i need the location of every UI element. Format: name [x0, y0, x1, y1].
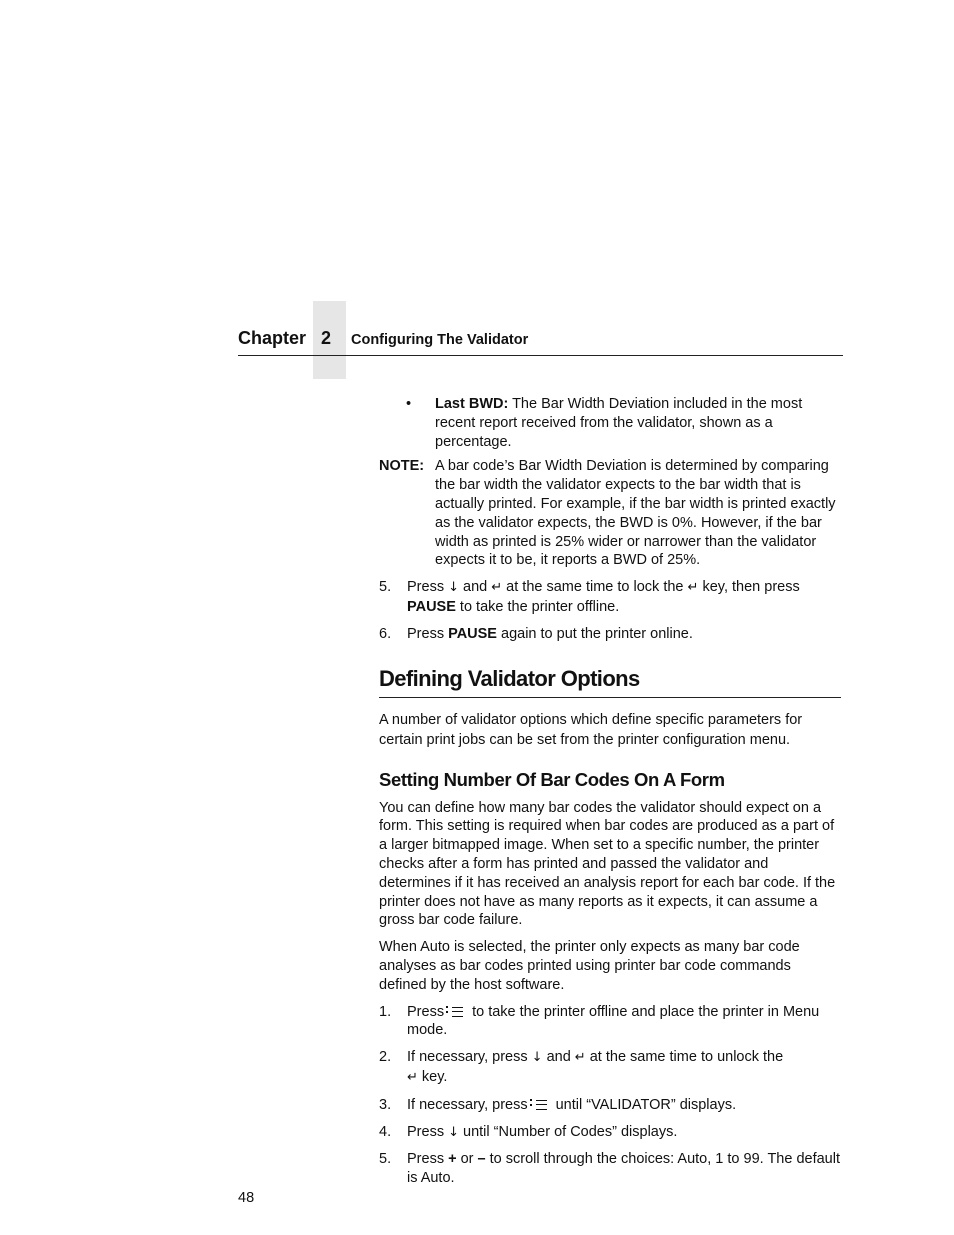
step-1-menu-mode	[379, 1003, 841, 1041]
step-3-validator	[379, 1096, 841, 1115]
bullet-term: Last BWD:	[435, 396, 509, 412]
note-block	[379, 457, 841, 570]
bullet-marker: •	[406, 396, 412, 412]
step-text: at the same time to lock the	[502, 579, 688, 596]
minus-key-label: –	[477, 1151, 486, 1168]
bullet-text: The Bar Width Deviation included in the most recent report received from the validator, shown as a percentage.	[435, 396, 803, 450]
enter-key-icon: ↵	[687, 580, 699, 596]
step-text: key, then press	[698, 579, 800, 596]
menu-key-icon	[446, 1005, 466, 1017]
step-2-unlock-key	[379, 1048, 841, 1088]
step-text: again to put the printer online.	[496, 625, 693, 642]
step-text: Press	[407, 625, 449, 642]
step-4-number-of-codes	[379, 1123, 841, 1143]
down-arrow-icon: ↓	[531, 1050, 543, 1066]
step-text: If necessary, press	[407, 1049, 532, 1066]
step-6-online	[379, 625, 841, 644]
step-number: 2.	[379, 1049, 392, 1066]
plus-key-label: +	[448, 1151, 457, 1168]
menu-key-icon	[530, 1098, 550, 1110]
step-text: Press	[407, 1151, 449, 1168]
enter-key-icon: ↵	[407, 1069, 418, 1085]
step-5-lock-key	[379, 578, 841, 617]
step-text: and	[542, 1049, 575, 1066]
main-content	[379, 395, 841, 1196]
note-text: A bar code’s Bar Width Deviation is determined by comparing the bar width the validator expects to the bar width that is actually printed. For example, if the bar width is printed exactly as the validator expects, the BWD is 0%. However, if the bar width as printed is 25% wider or narrower than the validator expects it to be, it reports a BWD of 25%.	[435, 458, 836, 569]
chapter-label: Chapter	[238, 328, 307, 348]
step-text: to scroll through the choices: Auto, 1 to 99. The default is Auto.	[407, 1151, 840, 1187]
step-text: until “Number of Codes” displays.	[459, 1123, 678, 1140]
enter-key-icon: ↵	[491, 580, 503, 596]
step-text: at the same time to unlock the	[585, 1049, 784, 1066]
down-arrow-icon: ↓	[448, 1124, 459, 1140]
step-number: 1.	[379, 1003, 392, 1020]
step-number: 6.	[379, 625, 392, 642]
section-heading: Defining Validator Options	[379, 666, 841, 698]
step-text: Press	[407, 579, 449, 596]
note-label: NOTE:	[379, 458, 425, 475]
subsection-paragraph-1: You can define how many bar codes the validator should expect on a form. This setting is required when bar codes are produced as a part of a larger bitmapped image. When set to a specific number, the printer checks after a form has printed and passed the validator and determines if it has received an analysis report for each bar code. If the printer does not have as many reports as it expects, it can assume a gross bar code failure.	[379, 799, 836, 929]
step-number: 4.	[379, 1123, 392, 1140]
step-text: to take the printer offline and place the printer in Menu mode.	[407, 1003, 820, 1039]
pause-key-label: PAUSE	[448, 625, 497, 642]
step-text: until “VALIDATOR” displays.	[555, 1096, 737, 1113]
section-intro: A number of validator options which define specific parameters for certain print jobs can be set from the printer configuration menu.	[379, 711, 803, 748]
step-text: Press	[407, 1123, 449, 1140]
subsection-heading: Setting Number Of Bar Codes On A Form	[379, 768, 725, 790]
header-rule	[238, 355, 843, 356]
step-text: and	[459, 579, 492, 596]
page-number: 48	[238, 1190, 255, 1206]
step-text: If necessary, press	[407, 1096, 528, 1113]
step-text: or	[456, 1151, 478, 1168]
down-arrow-icon: ↓	[448, 580, 459, 596]
step-text: Press	[407, 1003, 445, 1020]
subsection-paragraph-2: When Auto is selected, the printer only expects as many bar code analyses as bar codes printed using printer bar code commands defined by the host software.	[379, 939, 800, 993]
bullet-item-last-bwd	[379, 395, 841, 451]
step-number: 5.	[379, 579, 392, 596]
step-text: key.	[417, 1068, 448, 1085]
chapter-title: Configuring The Validator	[351, 332, 529, 348]
enter-key-icon: ↵	[574, 1050, 586, 1066]
step-number: 3.	[379, 1096, 392, 1113]
step-number: 5.	[379, 1151, 392, 1168]
step-text: to take the printer offline.	[455, 598, 620, 615]
step-5-scroll-choices	[379, 1150, 841, 1188]
chapter-number: 2	[321, 328, 332, 348]
pause-key-label: PAUSE	[407, 598, 456, 615]
